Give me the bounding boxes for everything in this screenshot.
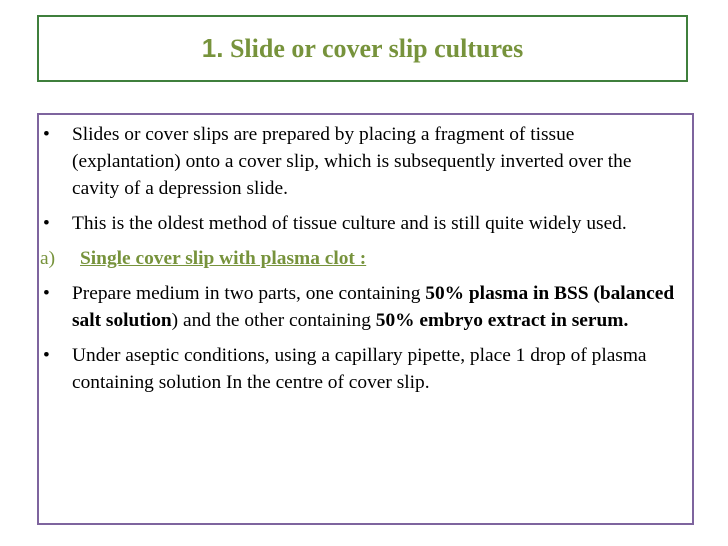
title-text: Slide or cover slip cultures	[229, 34, 524, 63]
bullet-text-4: Under aseptic conditions, using a capillary pipette, place 1 drop of plasma containing solution In the centre of cover slip.	[72, 345, 647, 393]
title-box	[37, 15, 688, 82]
slide-content	[40, 121, 680, 404]
bullet-text-2: This is the oldest method of tissue culture and is still quite widely used.	[72, 213, 627, 234]
bullet-marker: •	[43, 124, 50, 145]
bullet-marker: •	[43, 345, 50, 366]
title-number: 1.	[201, 33, 224, 63]
bullet-marker: •	[43, 283, 50, 304]
bullet-text-1: Slides or cover slips are prepared by placing a fragment of tissue (explantation) onto a cover slip, which is subsequently inverted over the cavity of a depression slide.	[72, 124, 632, 199]
slide-title	[202, 33, 523, 64]
bullet3-bold2: 50% embryo extract in serum.	[375, 310, 629, 331]
bullet3-part2: ) and the other containing	[171, 310, 376, 331]
bullet3-part1: Prepare medium in two parts, one containing	[72, 283, 426, 304]
bullet3-bold1: 50% plasma in BSS (balanced salt solution	[72, 283, 675, 331]
bullet-item-1	[40, 121, 680, 202]
bullet-item-2	[40, 210, 680, 237]
bullet-item-4	[40, 342, 680, 396]
subheading-text: Single cover slip with plasma clot :	[80, 248, 367, 269]
bullet-marker: •	[43, 213, 50, 234]
subheading-marker: a)	[40, 248, 56, 269]
bullet-item-3	[40, 280, 680, 334]
subheading	[40, 245, 680, 272]
